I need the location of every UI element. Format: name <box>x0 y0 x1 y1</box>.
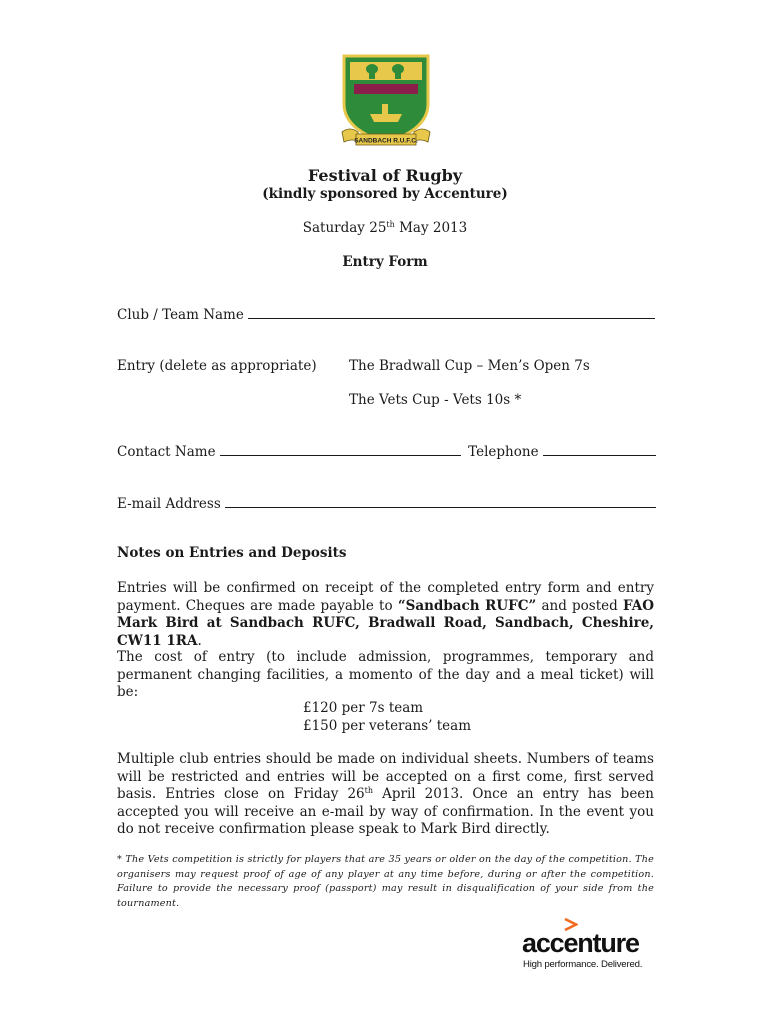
payment-text: Entries will be confirmed on receipt of the completed entry form and entry payment. Cheques are made payable to <box>117 580 654 614</box>
sponsor-tagline: High performance. Delivered. <box>523 959 643 970</box>
fee-7s: £120 per 7s team <box>303 700 424 716</box>
email-input-line[interactable] <box>225 495 656 508</box>
entry-option-bradwall-cup[interactable]: The Bradwall Cup – Men’s Open 7s <box>349 358 590 374</box>
telephone-input-line[interactable] <box>543 443 656 456</box>
entry-option-vets-cup[interactable]: The Vets Cup - Vets 10s * <box>349 392 522 408</box>
payment-text-2: and posted <box>536 597 623 614</box>
club-field-row <box>117 306 655 323</box>
contact-label: Contact Name <box>117 444 216 460</box>
entries-date-suffix: th <box>364 786 374 795</box>
page-title: Festival of Rugby <box>307 166 463 185</box>
notes-heading: Notes on Entries and Deposits <box>117 545 347 561</box>
club-name-input-line[interactable] <box>248 306 655 319</box>
notes-paragraph-cost: The cost of entry (to include admission, programmes, temporary and permanent changing facilities, a momento of the day and a meal ticket) will be: <box>117 649 654 700</box>
payee-name: “Sandbach RUFC” <box>397 597 537 614</box>
entries-text-2: April 2013. Once an entry has been accepted you will receive an e-mail by way of confirmation. In the event you do not receive confirmation please speak to Mark Bird directly. <box>117 786 654 837</box>
contact-field-row <box>117 443 656 460</box>
sandbach-rufc-crest <box>340 52 432 148</box>
club-label: Club / Team Name <box>117 307 244 323</box>
form-title: Entry Form <box>342 254 428 270</box>
email-field-row <box>117 495 656 512</box>
fee-list <box>303 700 471 735</box>
notes-paragraph-entries <box>117 751 654 839</box>
postal-address: FAO Mark Bird at Sandbach RUFC, Bradwall Road, Sandbach, Cheshire, CW11 1RA <box>117 597 655 649</box>
notes-paragraph-payment <box>117 580 654 650</box>
entries-text: Multiple club entries should be made on individual sheets. Numbers of teams will be restricted and entries will be accepted on a first come, first served basis. Entries close on Friday 26 <box>117 751 654 802</box>
entry-label: Entry (delete as appropriate) <box>117 358 317 374</box>
date-suffix: th <box>386 220 395 229</box>
vets-footnote: * The Vets competition is strictly for players that are 35 years or older on the day of the competition. The organisers may request proof of age of any player at any time before, during or after the competition. Failure to provide the necessary proof (passport) may result in disqualification of your side from the tournament. <box>117 854 654 909</box>
sponsor-name: accenture <box>522 928 639 958</box>
email-label: E-mail Address <box>117 496 221 512</box>
event-date <box>0 220 770 236</box>
payment-text-end: . <box>197 632 202 649</box>
date-prefix: Saturday 25 <box>302 220 387 236</box>
date-rest: May 2013 <box>394 220 468 236</box>
sponsor-subtitle: (kindly sponsored by Accenture) <box>262 186 508 202</box>
contact-name-input-line[interactable] <box>220 443 461 456</box>
accenture-logo <box>520 918 650 974</box>
crest-motto: SANDBACH R.U.F.C. <box>354 137 418 145</box>
telephone-label: Telephone <box>468 444 539 460</box>
fee-vets: £150 per veterans’ team <box>303 717 472 734</box>
